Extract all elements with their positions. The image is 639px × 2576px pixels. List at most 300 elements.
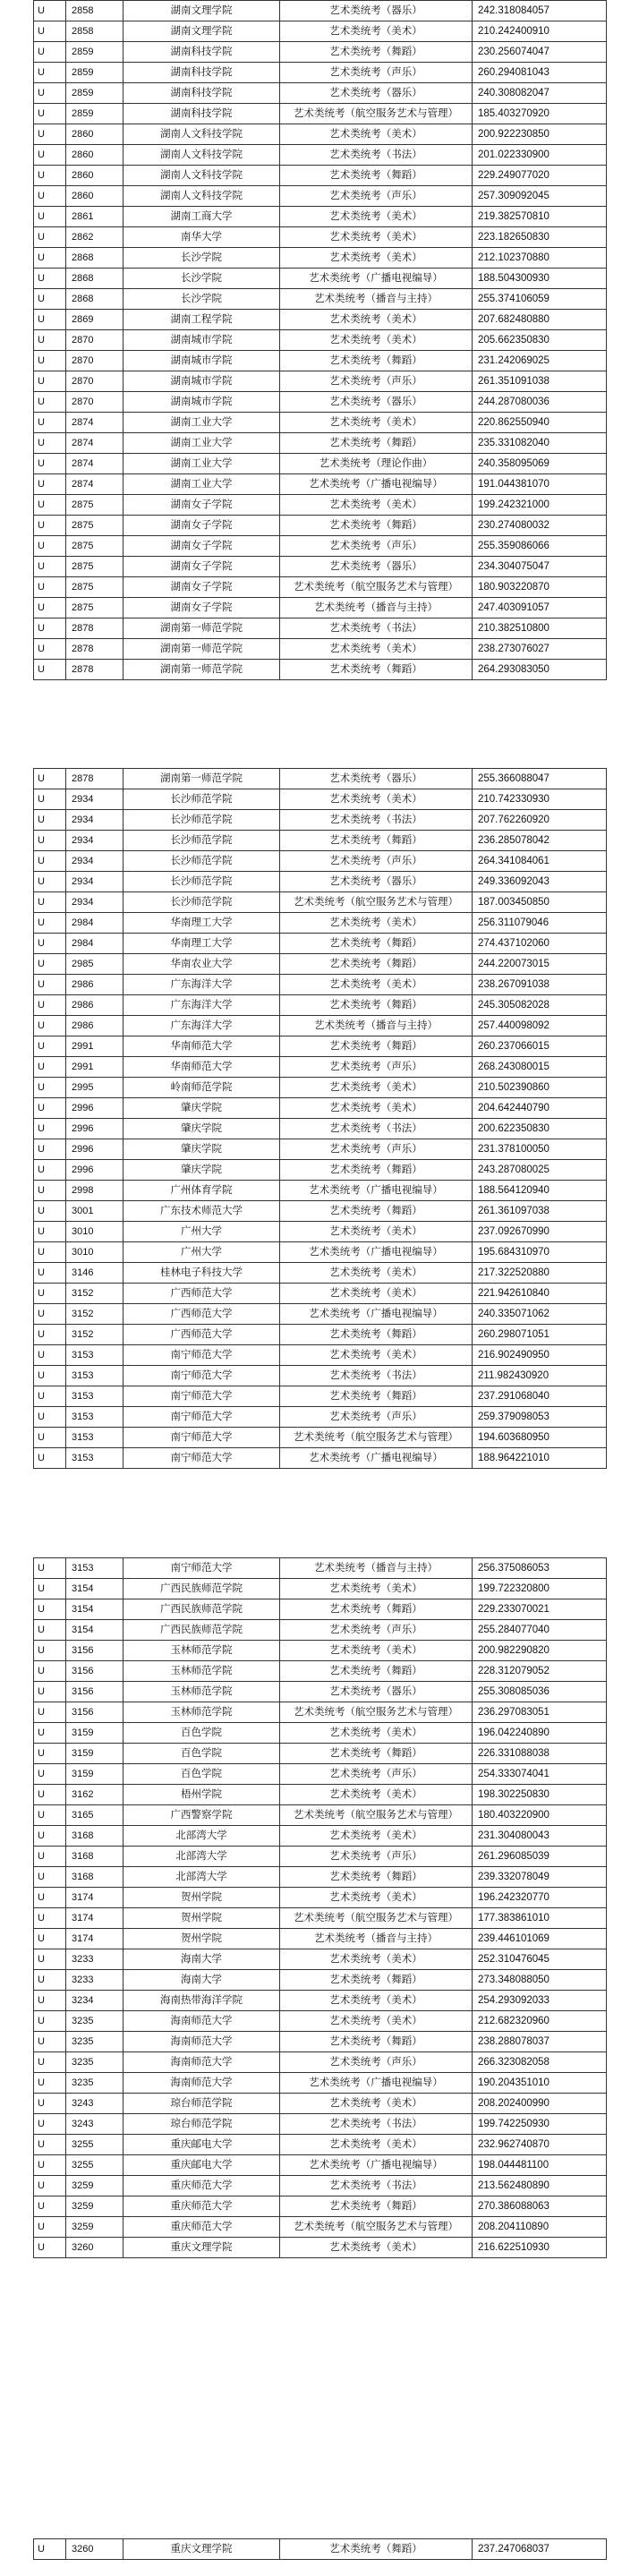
batch-cell: U	[34, 1847, 66, 1867]
category-cell: 艺术类统考（舞蹈）	[280, 1970, 473, 1991]
school-code-cell: 2868	[66, 289, 124, 310]
school-name-cell: 湖南女子学院	[124, 536, 280, 557]
school-name-cell: 广州体育学院	[124, 1181, 280, 1201]
category-cell: 艺术类统考（广播电视编导）	[280, 2155, 473, 2176]
school-code-cell: 3162	[66, 1785, 124, 1805]
batch-cell: U	[34, 851, 66, 872]
batch-cell: U	[34, 2217, 66, 2238]
table-row	[34, 1160, 607, 1181]
school-code-cell: 2998	[66, 1181, 124, 1201]
category-cell: 艺术类统考（美术）	[280, 789, 473, 810]
category-cell: 艺术类统考（美术）	[280, 413, 473, 433]
school-code-cell: 2859	[66, 83, 124, 104]
school-code-cell: 3168	[66, 1847, 124, 1867]
score-cell: 221.942610840	[473, 1284, 607, 1304]
school-code-cell: 2875	[66, 557, 124, 577]
score-cell: 200.622350830	[473, 1119, 607, 1139]
category-cell: 艺术类统考（播音与主持）	[280, 289, 473, 310]
table-row	[34, 2135, 607, 2155]
table-row	[34, 1428, 607, 1448]
table-row	[34, 1139, 607, 1160]
category-cell: 艺术类统考（舞蹈）	[280, 995, 473, 1016]
score-cell: 194.603680950	[473, 1428, 607, 1448]
school-name-cell: 广西民族师范学院	[124, 1579, 280, 1599]
batch-cell: U	[34, 1888, 66, 1908]
category-cell: 艺术类统考（美术）	[280, 1888, 473, 1908]
school-code-cell: 2934	[66, 831, 124, 851]
score-cell: 255.284077040	[473, 1620, 607, 1641]
table-row	[34, 1448, 607, 1469]
school-name-cell: 玉林师范学院	[124, 1661, 280, 1682]
batch-cell: U	[34, 1908, 66, 1929]
school-name-cell: 湖南文理学院	[124, 1, 280, 21]
school-name-cell: 南华大学	[124, 227, 280, 248]
category-cell: 艺术类统考（航空服务艺术与管理）	[280, 1908, 473, 1929]
category-cell: 艺术类统考（舞蹈）	[280, 1599, 473, 1620]
school-name-cell: 南宁师范大学	[124, 1366, 280, 1386]
table-row	[34, 2114, 607, 2135]
score-cell: 191.044381070	[473, 474, 607, 495]
batch-cell: U	[34, 831, 66, 851]
batch-cell: U	[34, 351, 66, 371]
school-name-cell: 肇庆学院	[124, 1139, 280, 1160]
school-code-cell: 3153	[66, 1407, 124, 1428]
school-name-cell: 长沙师范学院	[124, 831, 280, 851]
category-cell: 艺术类统考（声乐）	[280, 2052, 473, 2073]
score-cell: 242.318084057	[473, 1, 607, 21]
school-name-cell: 广西警察学院	[124, 1805, 280, 1826]
school-code-cell: 3168	[66, 1826, 124, 1847]
score-cell: 239.446101069	[473, 1929, 607, 1949]
school-code-cell: 3233	[66, 1970, 124, 1991]
score-table	[33, 0, 607, 680]
batch-cell: U	[34, 124, 66, 145]
school-name-cell: 肇庆学院	[124, 1119, 280, 1139]
school-code-cell: 3260	[66, 2238, 124, 2258]
category-cell: 艺术类统考（舞蹈）	[280, 1036, 473, 1057]
score-cell: 257.309092045	[473, 186, 607, 207]
batch-cell: U	[34, 1057, 66, 1078]
table-row	[34, 1723, 607, 1744]
category-cell: 艺术类统考（美术）	[280, 2135, 473, 2155]
batch-cell: U	[34, 1078, 66, 1098]
school-name-cell: 梧州学院	[124, 1785, 280, 1805]
score-cell: 188.504300930	[473, 269, 607, 289]
table-row	[34, 104, 607, 124]
school-code-cell: 3255	[66, 2155, 124, 2176]
batch-cell: U	[34, 1448, 66, 1469]
category-cell: 艺术类统考（声乐）	[280, 1764, 473, 1785]
school-name-cell: 重庆邮电大学	[124, 2135, 280, 2155]
batch-cell: U	[34, 392, 66, 413]
table-row	[34, 831, 607, 851]
table-section-4	[33, 2538, 606, 2560]
table-row	[34, 371, 607, 392]
school-code-cell: 3243	[66, 2094, 124, 2114]
category-cell: 艺术类统考（美术）	[280, 975, 473, 995]
table-row	[34, 1078, 607, 1098]
table-row	[34, 1805, 607, 1826]
school-name-cell: 南宁师范大学	[124, 1558, 280, 1579]
score-cell: 266.323082058	[473, 2052, 607, 2073]
category-cell: 艺术类统考（播音与主持）	[280, 598, 473, 618]
batch-cell: U	[34, 598, 66, 618]
score-cell: 234.304075047	[473, 557, 607, 577]
batch-cell: U	[34, 1991, 66, 2011]
school-name-cell: 长沙师范学院	[124, 851, 280, 872]
table-row	[34, 269, 607, 289]
table-row	[34, 810, 607, 831]
school-name-cell: 贺州学院	[124, 1908, 280, 1929]
batch-cell: U	[34, 1325, 66, 1345]
batch-cell: U	[34, 1284, 66, 1304]
score-cell: 238.288078037	[473, 2032, 607, 2052]
score-cell: 235.331082040	[473, 433, 607, 454]
school-name-cell: 湖南工业大学	[124, 474, 280, 495]
school-name-cell: 重庆邮电大学	[124, 2155, 280, 2176]
school-code-cell: 2878	[66, 639, 124, 660]
category-cell: 艺术类统考（美术）	[280, 1949, 473, 1970]
batch-cell: U	[34, 2155, 66, 2176]
score-cell: 201.022330900	[473, 145, 607, 166]
score-cell: 208.202400990	[473, 2094, 607, 2114]
school-name-cell: 湖南人文科技学院	[124, 186, 280, 207]
school-code-cell: 3154	[66, 1599, 124, 1620]
score-cell: 270.386088063	[473, 2196, 607, 2217]
category-cell: 艺术类统考（声乐）	[280, 1620, 473, 1641]
school-name-cell: 湖南科技学院	[124, 63, 280, 83]
score-cell: 245.305082028	[473, 995, 607, 1016]
batch-cell: U	[34, 536, 66, 557]
table-row	[34, 474, 607, 495]
batch-cell: U	[34, 516, 66, 536]
school-code-cell: 3154	[66, 1620, 124, 1641]
table-row	[34, 166, 607, 186]
score-cell: 185.403270920	[473, 104, 607, 124]
batch-cell: U	[34, 1867, 66, 1888]
category-cell: 艺术类统考（器乐）	[280, 769, 473, 789]
table-row	[34, 1867, 607, 1888]
table-row	[34, 186, 607, 207]
table-row	[34, 934, 607, 954]
table-row	[34, 454, 607, 474]
table-row	[34, 557, 607, 577]
school-code-cell: 2868	[66, 269, 124, 289]
category-cell: 艺术类统考（声乐）	[280, 851, 473, 872]
school-name-cell: 湖南女子学院	[124, 598, 280, 618]
school-name-cell: 长沙师范学院	[124, 789, 280, 810]
score-cell: 195.684310970	[473, 1242, 607, 1263]
table-row	[34, 2176, 607, 2196]
school-name-cell: 海南热带海洋学院	[124, 1991, 280, 2011]
school-name-cell: 湖南女子学院	[124, 577, 280, 598]
school-name-cell: 湖南城市学院	[124, 351, 280, 371]
batch-cell: U	[34, 207, 66, 227]
category-cell: 艺术类统考（美术）	[280, 2094, 473, 2114]
batch-cell: U	[34, 1805, 66, 1826]
table-row	[34, 21, 607, 42]
category-cell: 艺术类统考（美术）	[280, 227, 473, 248]
category-cell: 艺术类统考（航空服务艺术与管理）	[280, 1428, 473, 1448]
score-cell: 240.358095069	[473, 454, 607, 474]
score-cell: 259.379098053	[473, 1407, 607, 1428]
batch-cell: U	[34, 810, 66, 831]
table-row	[34, 1242, 607, 1263]
score-cell: 198.044481100	[473, 2155, 607, 2176]
school-name-cell: 湖南第一师范学院	[124, 769, 280, 789]
school-code-cell: 2860	[66, 166, 124, 186]
table-row	[34, 2238, 607, 2258]
batch-cell: U	[34, 2114, 66, 2135]
score-cell: 231.304080043	[473, 1826, 607, 1847]
score-cell: 211.982430920	[473, 1366, 607, 1386]
table-row	[34, 145, 607, 166]
school-name-cell: 肇庆学院	[124, 1160, 280, 1181]
category-cell: 艺术类统考（美术）	[280, 2238, 473, 2258]
school-code-cell: 2868	[66, 248, 124, 269]
category-cell: 艺术类统考（美术）	[280, 639, 473, 660]
school-name-cell: 广西师范大学	[124, 1304, 280, 1325]
category-cell: 艺术类统考（理论作曲）	[280, 454, 473, 474]
school-name-cell: 湖南城市学院	[124, 330, 280, 351]
school-name-cell: 海南大学	[124, 1949, 280, 1970]
table-row	[34, 1744, 607, 1764]
table-row	[34, 1888, 607, 1908]
table-row	[34, 1661, 607, 1682]
batch-cell: U	[34, 1242, 66, 1263]
category-cell: 艺术类统考（广播电视编导）	[280, 1304, 473, 1325]
table-row	[34, 1970, 607, 1991]
batch-cell: U	[34, 495, 66, 516]
table-row	[34, 577, 607, 598]
table-row	[34, 1764, 607, 1785]
school-code-cell: 3259	[66, 2176, 124, 2196]
category-cell: 艺术类统考（美术）	[280, 1263, 473, 1284]
school-code-cell: 3168	[66, 1867, 124, 1888]
table-section-1	[33, 0, 606, 680]
batch-cell: U	[34, 1558, 66, 1579]
school-code-cell: 2859	[66, 104, 124, 124]
school-code-cell: 2996	[66, 1119, 124, 1139]
category-cell: 艺术类统考（美术）	[280, 1579, 473, 1599]
school-name-cell: 玉林师范学院	[124, 1641, 280, 1661]
score-cell: 207.682480880	[473, 310, 607, 330]
batch-cell: U	[34, 474, 66, 495]
school-code-cell: 3165	[66, 1805, 124, 1826]
score-cell: 208.204110890	[473, 2217, 607, 2238]
category-cell: 艺术类统考（舞蹈）	[280, 166, 473, 186]
score-cell: 216.622510930	[473, 2238, 607, 2258]
school-name-cell: 湖南城市学院	[124, 392, 280, 413]
batch-cell: U	[34, 2052, 66, 2073]
batch-cell: U	[34, 83, 66, 104]
category-cell: 艺术类统考（声乐）	[280, 63, 473, 83]
score-cell: 238.273076027	[473, 639, 607, 660]
category-cell: 艺术类统考（美术）	[280, 1641, 473, 1661]
school-name-cell: 南宁师范大学	[124, 1407, 280, 1428]
score-cell: 236.297083051	[473, 1702, 607, 1723]
score-cell: 200.922230850	[473, 124, 607, 145]
score-cell: 220.862550940	[473, 413, 607, 433]
score-cell: 200.982290820	[473, 1641, 607, 1661]
batch-cell: U	[34, 248, 66, 269]
school-code-cell: 3153	[66, 1386, 124, 1407]
batch-cell: U	[34, 186, 66, 207]
table-row	[34, 207, 607, 227]
batch-cell: U	[34, 289, 66, 310]
category-cell: 艺术类统考（播音与主持）	[280, 1558, 473, 1579]
score-cell: 256.311079046	[473, 913, 607, 934]
school-code-cell: 2875	[66, 577, 124, 598]
category-cell: 艺术类统考（器乐）	[280, 392, 473, 413]
batch-cell: U	[34, 2011, 66, 2032]
score-cell: 213.562480890	[473, 2176, 607, 2196]
table-row	[34, 1, 607, 21]
school-name-cell: 北部湾大学	[124, 1826, 280, 1847]
table-row	[34, 310, 607, 330]
school-code-cell: 3234	[66, 1991, 124, 2011]
batch-cell: U	[34, 577, 66, 598]
category-cell: 艺术类统考（舞蹈）	[280, 2539, 473, 2560]
batch-cell: U	[34, 954, 66, 975]
school-code-cell: 3153	[66, 1366, 124, 1386]
batch-cell: U	[34, 1407, 66, 1428]
category-cell: 艺术类统考（舞蹈）	[280, 1867, 473, 1888]
score-cell: 205.662350830	[473, 330, 607, 351]
score-cell: 255.359086066	[473, 536, 607, 557]
category-cell: 艺术类统考（舞蹈）	[280, 1160, 473, 1181]
table-row	[34, 1284, 607, 1304]
category-cell: 艺术类统考（广播电视编导）	[280, 2073, 473, 2094]
school-code-cell: 3152	[66, 1304, 124, 1325]
table-row	[34, 63, 607, 83]
school-name-cell: 湖南女子学院	[124, 557, 280, 577]
table-row	[34, 1599, 607, 1620]
batch-cell: U	[34, 1641, 66, 1661]
category-cell: 艺术类统考（声乐）	[280, 1139, 473, 1160]
school-code-cell: 2862	[66, 227, 124, 248]
school-code-cell: 2870	[66, 371, 124, 392]
school-code-cell: 3010	[66, 1222, 124, 1242]
table-row	[34, 1558, 607, 1579]
school-name-cell: 湖南女子学院	[124, 495, 280, 516]
batch-cell: U	[34, 1428, 66, 1448]
batch-cell: U	[34, 104, 66, 124]
batch-cell: U	[34, 1222, 66, 1242]
score-cell: 237.247068037	[473, 2539, 607, 2560]
batch-cell: U	[34, 310, 66, 330]
score-cell: 190.204351010	[473, 2073, 607, 2094]
table-row	[34, 1119, 607, 1139]
table-row	[34, 1181, 607, 1201]
school-code-cell: 2986	[66, 995, 124, 1016]
score-cell: 261.361097038	[473, 1201, 607, 1222]
category-cell: 艺术类统考（美术）	[280, 1785, 473, 1805]
score-cell: 238.267091038	[473, 975, 607, 995]
school-code-cell: 3153	[66, 1448, 124, 1469]
score-cell: 196.042240890	[473, 1723, 607, 1744]
school-name-cell: 长沙师范学院	[124, 872, 280, 892]
batch-cell: U	[34, 1599, 66, 1620]
school-name-cell: 湖南第一师范学院	[124, 618, 280, 639]
school-code-cell: 3233	[66, 1949, 124, 1970]
school-name-cell: 广东技术师范大学	[124, 1201, 280, 1222]
category-cell: 艺术类统考（美术）	[280, 1078, 473, 1098]
table-row	[34, 660, 607, 680]
category-cell: 艺术类统考（舞蹈）	[280, 2196, 473, 2217]
category-cell: 艺术类统考（书法）	[280, 618, 473, 639]
score-cell: 229.233070021	[473, 1599, 607, 1620]
batch-cell: U	[34, 1579, 66, 1599]
batch-cell: U	[34, 1016, 66, 1036]
school-name-cell: 南宁师范大学	[124, 1386, 280, 1407]
score-cell: 196.242320770	[473, 1888, 607, 1908]
school-code-cell: 2858	[66, 21, 124, 42]
batch-cell: U	[34, 21, 66, 42]
school-name-cell: 琼台师范学院	[124, 2094, 280, 2114]
school-name-cell: 湖南人文科技学院	[124, 145, 280, 166]
batch-cell: U	[34, 145, 66, 166]
batch-cell: U	[34, 1119, 66, 1139]
school-code-cell: 2878	[66, 618, 124, 639]
batch-cell: U	[34, 1744, 66, 1764]
score-cell: 254.293092033	[473, 1991, 607, 2011]
table-row	[34, 2196, 607, 2217]
score-cell: 231.378100050	[473, 1139, 607, 1160]
table-row	[34, 851, 607, 872]
score-cell: 199.722320800	[473, 1579, 607, 1599]
score-cell: 260.298071051	[473, 1325, 607, 1345]
category-cell: 艺术类统考（舞蹈）	[280, 42, 473, 63]
category-cell: 艺术类统考（舞蹈）	[280, 831, 473, 851]
category-cell: 艺术类统考（舞蹈）	[280, 1661, 473, 1682]
school-name-cell: 广州大学	[124, 1222, 280, 1242]
school-name-cell: 湖南第一师范学院	[124, 660, 280, 680]
table-row	[34, 227, 607, 248]
school-code-cell: 3235	[66, 2011, 124, 2032]
school-name-cell: 贺州学院	[124, 1888, 280, 1908]
school-name-cell: 湖南工程学院	[124, 310, 280, 330]
score-cell: 256.375086053	[473, 1558, 607, 1579]
category-cell: 艺术类统考（美术）	[280, 495, 473, 516]
school-code-cell: 3156	[66, 1682, 124, 1702]
school-code-cell: 2874	[66, 474, 124, 495]
batch-cell: U	[34, 1, 66, 21]
category-cell: 艺术类统考（舞蹈）	[280, 1386, 473, 1407]
score-cell: 243.287080025	[473, 1160, 607, 1181]
category-cell: 艺术类统考（播音与主持）	[280, 1016, 473, 1036]
batch-cell: U	[34, 2176, 66, 2196]
school-code-cell: 2934	[66, 810, 124, 831]
school-name-cell: 湖南工商大学	[124, 207, 280, 227]
school-code-cell: 2858	[66, 1, 124, 21]
table-row	[34, 954, 607, 975]
score-cell: 180.903220870	[473, 577, 607, 598]
score-cell: 198.302250830	[473, 1785, 607, 1805]
school-name-cell: 重庆文理学院	[124, 2539, 280, 2560]
score-cell: 237.291068040	[473, 1386, 607, 1407]
school-name-cell: 海南师范大学	[124, 2032, 280, 2052]
school-code-cell: 2860	[66, 186, 124, 207]
table-row	[34, 289, 607, 310]
score-cell: 212.102370880	[473, 248, 607, 269]
school-code-cell: 3174	[66, 1908, 124, 1929]
batch-cell: U	[34, 166, 66, 186]
school-code-cell: 2859	[66, 63, 124, 83]
school-name-cell: 湖南工业大学	[124, 413, 280, 433]
table-row	[34, 1201, 607, 1222]
batch-cell: U	[34, 2073, 66, 2094]
